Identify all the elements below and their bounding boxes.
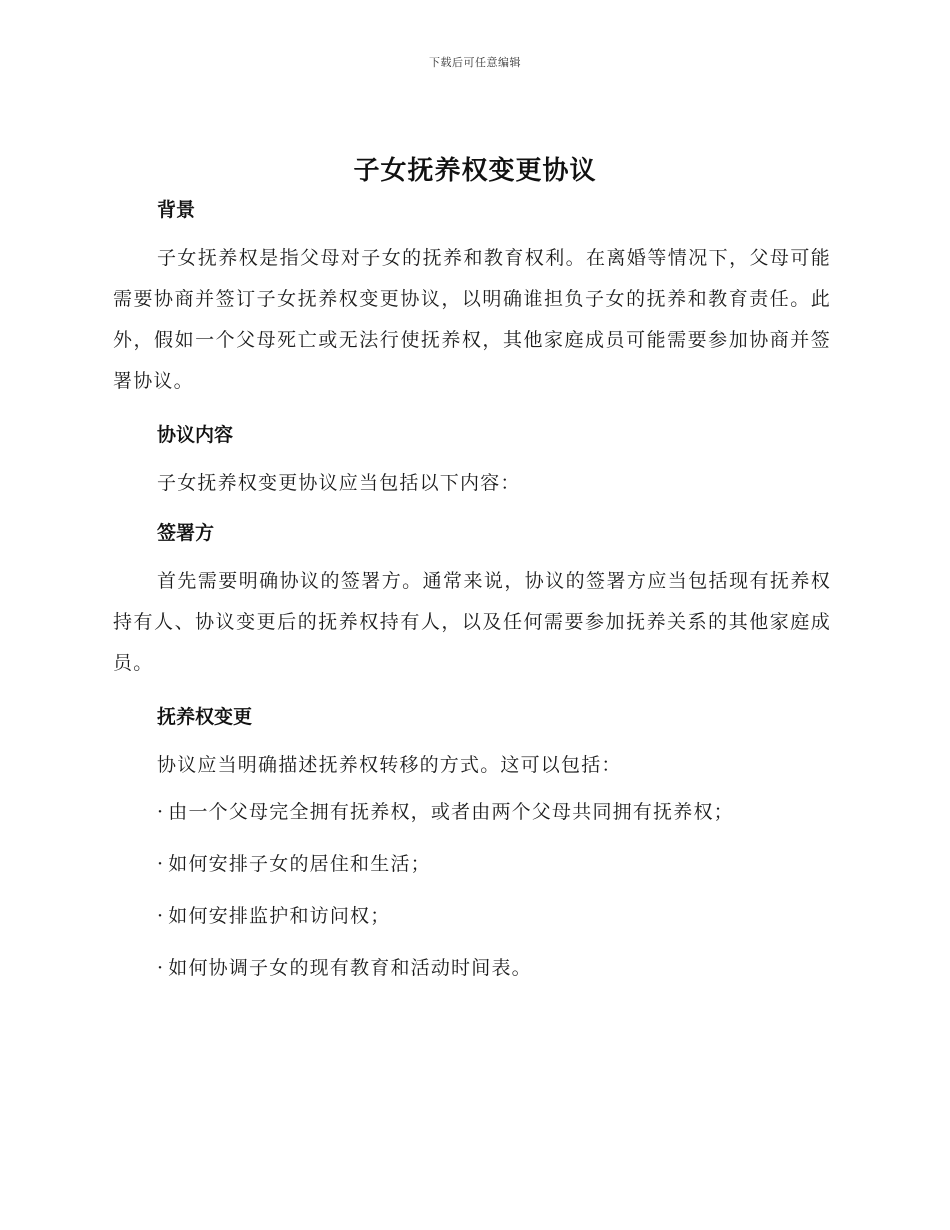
list-item-text: 由一个父母完全拥有抚养权，或者由两个父母共同拥有抚养权； (168, 801, 734, 823)
bullet-dot: · (157, 801, 165, 823)
list-item-text: 如何协调子女的现有教育和活动时间表。 (168, 957, 532, 979)
document-body (113, 195, 831, 994)
section-heading-custody-change: 抚养权变更 (157, 706, 253, 728)
bullet-dot: · (157, 853, 165, 875)
list-item-text: 如何安排子女的居住和生活； (168, 853, 431, 875)
header-note: 下载后可任意编辑 (429, 56, 521, 69)
document-title: 子女抚养权变更协议 (353, 156, 597, 186)
bullet-dot: · (157, 905, 165, 927)
list-item (157, 942, 831, 994)
section-heading-signatories: 签署方 (157, 522, 215, 544)
custody-change-list (113, 786, 831, 994)
section-paragraph-background: 子女抚养权是指父母对子女的抚养和教育权利。在离婚等情况下，父母可能需要协商并签订子女抚养权变更协议，以明确谁担负子女的抚养和教育责任。此外，假如一个父母死亡或无法行使抚养权，其他家庭成员可能需要参加协商并签署协议。 (113, 247, 831, 392)
list-item-text: 如何安排监护和访问权； (168, 905, 391, 927)
section-heading-agreement-content: 协议内容 (157, 424, 234, 446)
list-item (157, 786, 831, 838)
section-paragraph-agreement-content: 子女抚养权变更协议应当包括以下内容： (157, 472, 521, 494)
section-heading-background: 背景 (157, 199, 196, 221)
list-item (157, 838, 831, 890)
section-paragraph-signatories: 首先需要明确协议的签署方。通常来说，协议的签署方应当包括现有抚养权持有人、协议变更后的抚养权持有人，以及任何需要参加抚养关系的其他家庭成员。 (113, 570, 831, 674)
section-paragraph-custody-change: 协议应当明确描述抚养权转移的方式。这可以包括： (157, 754, 622, 776)
list-item (157, 890, 831, 942)
bullet-dot: · (157, 957, 165, 979)
